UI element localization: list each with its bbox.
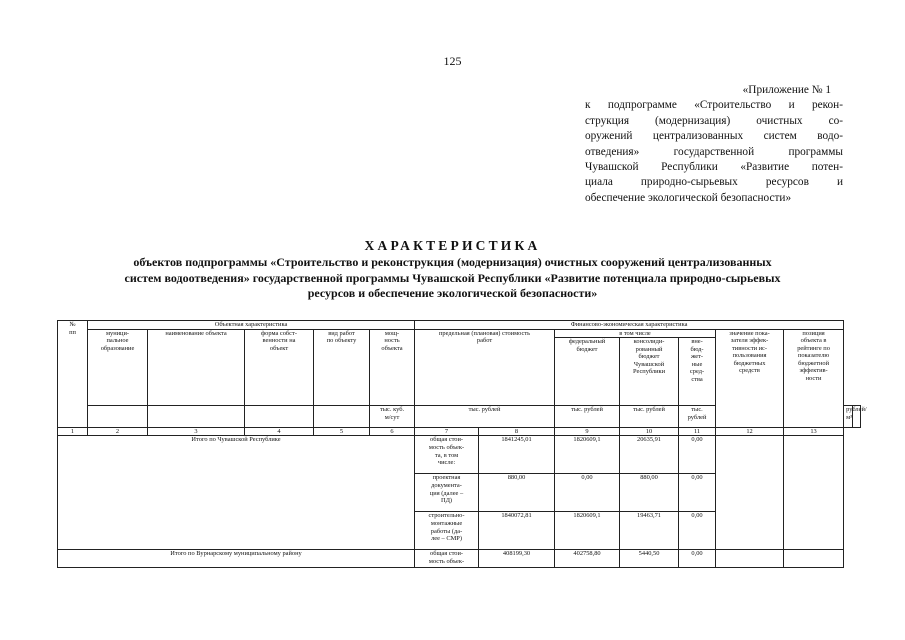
column-number: 1 <box>58 428 88 436</box>
appendix-note <box>585 83 843 206</box>
header-empty <box>245 406 314 428</box>
column-number: 9 <box>555 428 620 436</box>
column-number: 10 <box>620 428 679 436</box>
header-extrabudget: вне- бюд- жет- ные сред- ства <box>679 338 716 406</box>
row-category: общая стои- мость объек- <box>415 550 479 568</box>
appendix-heading: «Приложение № 1 <box>742 84 831 96</box>
row-rating <box>784 436 844 550</box>
appendix-line: к подпрограмме «Строительство и рекон- <box>585 99 843 112</box>
header-municipality: муници- пальное образование <box>88 329 148 406</box>
unit-federal: тыс. рублей <box>555 406 620 428</box>
header-ownership: форма собст- венности на объект <box>245 329 314 406</box>
row-consolidated: 19463,71 <box>620 512 679 550</box>
group-label: Итого по Чувашской Республике <box>58 436 415 550</box>
row-category: общая стои- мость объек- та, в том числе: <box>415 436 479 474</box>
header-object-name: наименование объекта <box>148 329 245 406</box>
characteristics-table <box>57 320 867 568</box>
column-number: 8 <box>479 428 555 436</box>
row-category: строительно- монтажные работы (да- лее – СМР) <box>415 512 479 550</box>
page-number: 125 <box>443 54 462 68</box>
header-cost: предельная (плановая) стоимость работ <box>415 329 555 406</box>
column-number: 5 <box>314 428 370 436</box>
header-finance-group: Финансово-экономическая характеристика <box>415 321 844 330</box>
document-title: ХАРАКТЕРИСТИКА <box>364 238 541 253</box>
unit-consolidated: тыс. рублей <box>620 406 679 428</box>
row-federal: 1820609,1 <box>555 512 620 550</box>
appendix-line: отведения» государственной программы <box>585 145 843 158</box>
header-consolidated: консолиди- рованный бюджет Чувашской Республики <box>620 338 679 406</box>
row-federal: 0,00 <box>555 474 620 512</box>
column-number: 11 <box>679 428 716 436</box>
row-cost: 880,00 <box>479 474 555 512</box>
subtitle-line: ресурсов и обеспечение экологической безопасности» <box>307 286 598 300</box>
header-rating: позиция объекта в рейтинге по показателю бюджетной эффектив- ности <box>784 329 844 428</box>
appendix-line: Чувашской Республики «Развитие потен- <box>585 161 843 174</box>
appendix-line: оружений централизованных систем водо- <box>585 130 843 143</box>
header-capacity: мощ- ность объекта <box>370 329 415 406</box>
row-consolidated: 5440,50 <box>620 550 679 568</box>
header-empty <box>314 406 370 428</box>
row-efficiency <box>716 550 784 568</box>
group-label: Итого по Вурнарскому муниципальному району <box>58 550 415 568</box>
row-cost: 1841245,01 <box>479 436 555 474</box>
column-number: 6 <box>370 428 415 436</box>
document-subtitle <box>60 255 845 302</box>
column-number: 4 <box>245 428 314 436</box>
row-category: проектная документа- ция (далее – ПД) <box>415 474 479 512</box>
subtitle-line: систем водоотведения» государственной программы Чувашской Республики «Развитие потенциала природно-сырьевых <box>124 270 781 285</box>
appendix-line: обеспечение экологической безопасности» <box>585 191 792 204</box>
row-extra: 0,00 <box>679 512 716 550</box>
header-efficiency: значение пока- зателя эффек- тивности ис- пользования бюджетных средств <box>716 329 784 428</box>
unit-cost: тыс. рублей <box>415 406 555 428</box>
unit-efficiency: рублей/м³ <box>844 406 852 428</box>
row-extra: 0,00 <box>679 436 716 474</box>
subtitle-line: объектов подпрограммы «Строительство и реконструкция (модернизация) очистных сооружений централизованных <box>133 255 772 269</box>
row-extra: 0,00 <box>679 550 716 568</box>
appendix-line: струкция (модернизация) очистных со- <box>585 114 843 127</box>
header-federal: федеральный бюджет <box>555 338 620 406</box>
row-cost: 408199,30 <box>479 550 555 568</box>
row-efficiency <box>716 436 784 550</box>
header-no: № пп <box>58 321 88 428</box>
unit-extra: тыс. рублей <box>679 406 716 428</box>
column-number: 3 <box>148 428 245 436</box>
row-federal: 1820609,1 <box>555 436 620 474</box>
column-number: 12 <box>716 428 784 436</box>
unit-capacity: тыс. куб. м/сут <box>370 406 415 428</box>
row-cost: 1840072,81 <box>479 512 555 550</box>
header-empty <box>88 406 148 428</box>
header-work-type: вид работ по объекту <box>314 329 370 406</box>
column-number: 2 <box>88 428 148 436</box>
row-consolidated: 20635,91 <box>620 436 679 474</box>
header-including: в том числе <box>555 329 716 338</box>
header-empty <box>148 406 245 428</box>
row-consolidated: 880,00 <box>620 474 679 512</box>
column-number: 7 <box>415 428 479 436</box>
column-number: 13 <box>784 428 844 436</box>
row-rating <box>784 550 844 568</box>
appendix-line: циала природно-сырьевых ресурсов и <box>585 176 843 189</box>
row-federal: 402758,80 <box>555 550 620 568</box>
row-extra: 0,00 <box>679 474 716 512</box>
header-object-group: Объектная характеристика <box>88 321 415 330</box>
